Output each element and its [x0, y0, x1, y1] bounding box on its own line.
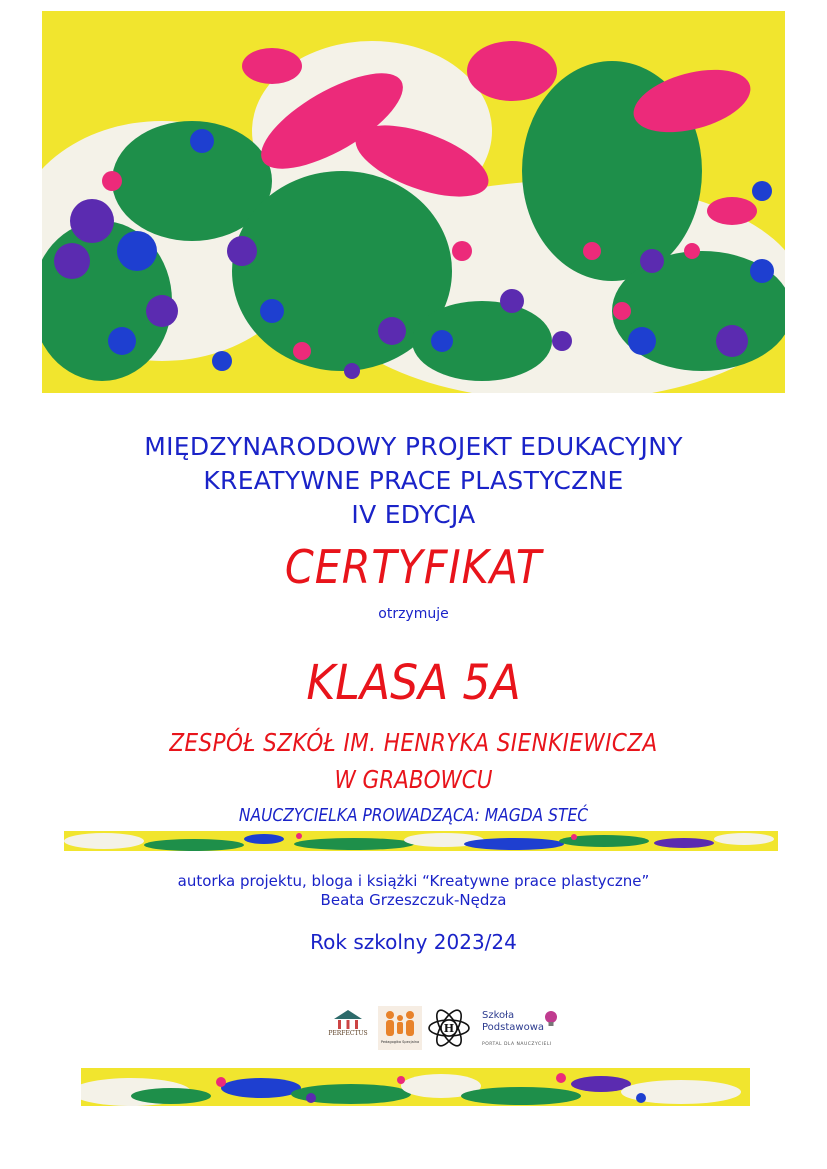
certificate-title: CERTYFIKAT [284, 540, 543, 594]
author-name: Beata Grzeszczuk-Nędza [320, 891, 507, 909]
portal-label: PORTAL DLA NAUCZYCIELI [482, 1042, 552, 1047]
teacher-name: NAUCZYCIELKA PROWADZĄCA: MAGDA STEĆ [238, 805, 589, 826]
author-description: autorka projektu, bloga i książki “Kreatywne prace plastyczne” [177, 872, 650, 890]
podstawowa-label: Podstawowa [482, 1022, 545, 1033]
sponsor-logos [326, 1002, 571, 1052]
perfectus-logo [326, 1008, 370, 1048]
lightbulb-icon [544, 1010, 558, 1028]
school-town: W GRABOWCU [334, 765, 493, 794]
svg-text:H: H [443, 1022, 455, 1035]
painting-svg [42, 11, 785, 393]
receives-label: otrzymuje [378, 606, 449, 622]
perfectus-building-icon [326, 1008, 370, 1030]
recipient-name: KLASA 5A [306, 655, 521, 711]
project-title-line-1: MIĘDZYNARODOWY PROJEKT EDUKACYJNY [144, 432, 683, 461]
szkola-podstawowa-logo [482, 1004, 571, 1052]
footer-strip-svg [81, 1068, 750, 1106]
szkola-label: Szkoła [482, 1010, 515, 1021]
perfectus-label: PERFECTUS [328, 1030, 368, 1037]
footer-painting-strip [81, 1068, 750, 1106]
atom-h-logo [427, 1006, 471, 1050]
header-painting-image [42, 11, 785, 393]
school-name: ZESPÓŁ SZKÓŁ IM. HENRYKA SIENKIEWICZA [169, 728, 658, 757]
strip-svg [64, 831, 778, 851]
project-edition: IV EDYCJA [351, 500, 476, 529]
project-title-line-2: KREATYWNE PRACE PLASTYCZNE [203, 466, 624, 495]
school-year: Rok szkolny 2023/24 [310, 930, 517, 954]
pedagogika-label: Pedagogika Specjalna [380, 1040, 420, 1044]
pedagogika-logo [378, 1006, 422, 1050]
atom-icon [427, 1006, 471, 1050]
divider-painting-strip [64, 831, 778, 851]
family-icon [378, 1006, 422, 1040]
